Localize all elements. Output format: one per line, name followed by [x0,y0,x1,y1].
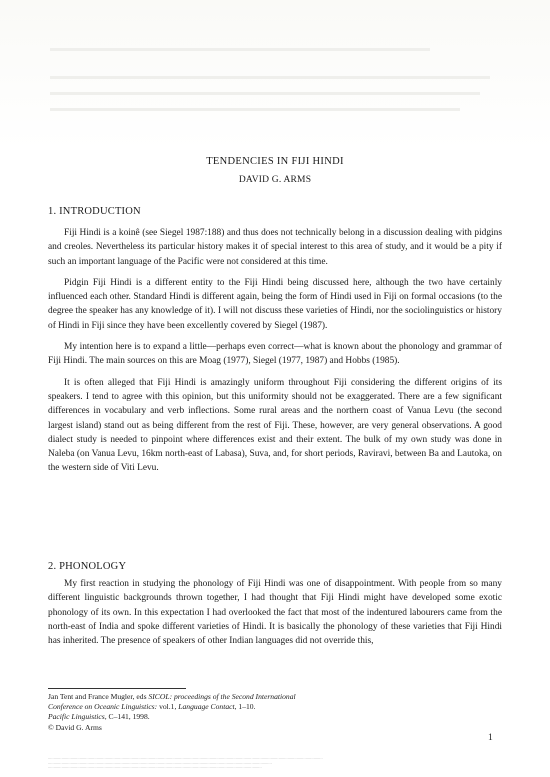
paragraph: My first reaction in studying the phonology of Fiji Hindi was one of disappointment. With people from so many different linguistic backgrounds thrown together, I had thought that Fiji Hindi might have developed some exotic phonology of its own. In this expectation I had overlooked the fact that most of the indentured labourers came from the north-east of India and spoke different varieties of Hindi. It is basically the phonology of these varieties that Fiji Hindi has inherited. The presence of speakers of other Indian languages did not override this, [48,579,502,647]
footnote-divider [48,688,186,689]
section-body-introduction [48,226,502,483]
microprint-line: ……………………………………………………………………………………………………………………………………………………………………… [48,765,262,770]
paragraph: Pidgin Fiji Hindi is a different entity to the Fiji Hindi being discussed here, although the two have certainly influenced each other. Standard Hindi is different again, being the form of Hindi used in Fiji on formal occasions (to the degree the speaker has any knowledge of it). I will not discuss these varieties of Hindi, nor the sociolinguistics or history of Hindi in Fiji since they have been excellently covered by Siegel (1987). [48,277,502,331]
section-heading-introduction: 1. INTRODUCTION [48,206,141,217]
paragraph: My intention here is to expand a little—perhaps even correct—what is known about the phonology and grammar of Fiji Hindi. The main sources on this are Moag (1977), Siegel (1977, 1987) and Hobbs (1985). [48,342,502,367]
footnote-line: © David G. Arms [48,722,102,732]
microprint-line: ……………………………………………………………………………………………………………………………………………………………………………………………………………………… [48,756,323,760]
page-number: 1 [488,733,493,743]
section-heading-phonology: 2. PHONOLOGY [48,561,127,572]
show-through-line [50,48,430,51]
paragraph: It is often alleged that Fiji Hindi is amazingly uniform throughout Fiji considering the different origins of its speakers. I tend to agree with this opinion, but this uniformity should not be exaggerated. There are a few significant differences in vocabulary and verb inflections. Some rural areas and the northern coast of Vanua Levu (the second largest island) stand out as being different from the rest of Fiji. These, however, are very general observations. A good dialect study is needed to pinpoint where differences exist and their extent. The bulk of my own study was done in Naleba (on Vanua Levu, 16km north-east of Labasa), Suva, and, for short periods, Raviravi, between Ba and Lautoka, on the western side of Viti Levu. [48,377,502,474]
footnote [48,692,468,733]
paragraph: Fiji Hindi is a koinê (see Siegel 1987:188) and thus does not technically belong in a discussion dealing with pidgins and creoles. Nevertheless its particular history makes it of special interest to this area of study, and it would be a pity if such an important language of the Pacific were not considered at this time. [48,228,502,267]
footnote-line: Pacific Linguistics, C–141, 1998. [48,712,150,722]
paper-title: TENDENCIES IN FIJI HINDI [206,156,344,167]
footnote-line: Jan Tent and France Mugler, eds SICOL: proceedings of the Second International [48,692,296,701]
footnote-line: Conference on Oceanic Linguistics: vol.1, Language Contact, 1–10. [48,702,256,712]
microprint-line: ……………………………………………………………………………………………………………………………………………………………………………… [48,760,272,765]
licence-microprint [48,756,448,770]
show-through-line [50,92,480,95]
show-through-line [50,108,460,111]
page-top-bleed [0,0,550,150]
paper-author: DAVID G. ARMS [238,175,312,185]
show-through-line [50,76,490,79]
section-body-phonology [48,577,502,655]
